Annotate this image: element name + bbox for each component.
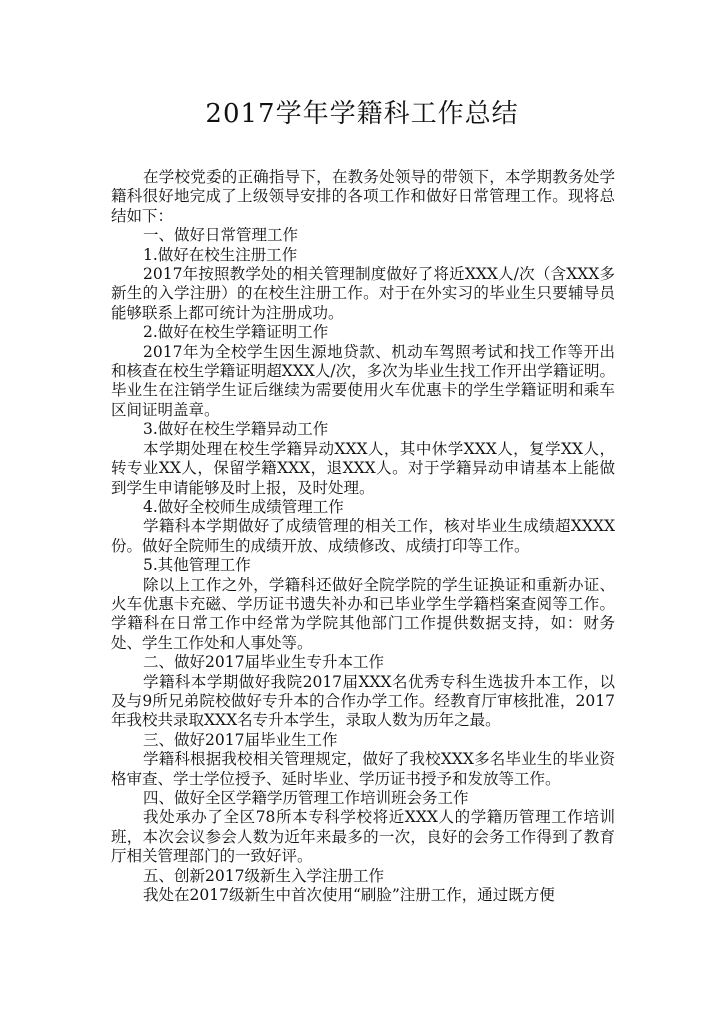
page-title: 2017学年学籍科工作总结 (205, 99, 519, 129)
subsection-1-heading: 1.做好在校生注册工作 (143, 245, 298, 264)
intro-paragraph: 在学校党委的正确指导下，在教务处领导的带领下，本学期教务处学籍科很好地完成了上级领导安排的各项工作和做好日常管理工作。现将总结如下： (111, 168, 615, 225)
subsection-2-heading: 2.做好在校生学籍证明工作 (143, 323, 329, 342)
subsection-1-paragraph: 2017年按照教学处的相关管理制度做好了将近XXX人/次（含XXX多新生的入学注册）的在校生注册工作。对于在外实习的毕业生只要辅导员能够联系上都可统计为注册成功。 (111, 265, 615, 322)
section-4-heading: 四、做好全区学籍学历管理工作培训班会务工作 (143, 789, 469, 807)
subsection-4-paragraph: 学籍科本学期做好了成绩管理的相关工作，核对毕业生成绩超XXXX份。做好全院师生的成绩开放、成绩修改、成绩打印等工作。 (111, 517, 615, 555)
subsection-5-heading: 5.其他管理工作 (143, 556, 251, 575)
subsection-2-paragraph: 2017年为全校学生因生源地贷款、机动车驾照考试和找工作等开出和核查在校生学籍证明超XXX人/次，多次为毕业生找工作开出学籍证明。毕业生在注销学生证后继续为需要使用火车优惠卡的学生学籍证明和乘车区间证明盖章。 (111, 342, 615, 419)
section-2-paragraph: 学籍科本学期做好我院2017届XXX名优秀专科生选拔升本工作，以及与9所兄弟院校做好专升本的合作办学工作。经教育厅审核批准，2017年我校共录取XXX名专升本学生，录取人数为历年之最。 (111, 672, 615, 730)
section-5-heading: 五、创新2017级新生入学注册工作 (143, 866, 384, 885)
section-4-paragraph: 我处承办了全区78所本专科学校将近XXX人的学籍历管理工作培训班，本次会议参会人数为近年来最多的一次，良好的会务工作得到了教育厅相关管理部门的一致好评。 (111, 808, 615, 866)
section-1-heading: 一、做好日常管理工作 (143, 226, 299, 245)
section-2-heading: 二、做好2017届毕业生专升本工作 (143, 653, 384, 672)
section-3-heading: 三、做好2017届毕业生工作 (143, 730, 338, 749)
subsection-5-paragraph: 除以上工作之外，学籍科还做好全院学院的学生证换证和重新办证、火车优惠卡充磁、学历证书遗失补办和已毕业学生学籍档案查阅等工作。学籍科在日常工作中经常为学院其他部门工作提供数据支持，如：财务处、学生工作处和人事处等。 (111, 575, 615, 652)
subsection-3-paragraph: 本学期处理在校生学籍异动XXX人，其中休学XXX人，复学XX人，转专业XX人，保留学籍XXX，退XXX人。对于学籍异动申请基本上能做到学生申请能够及时上报，及时处理。 (111, 439, 615, 497)
subsection-3-heading: 3.做好在校生学籍异动工作 (143, 420, 329, 439)
document-body (111, 168, 615, 905)
subsection-4-heading: 4.做好全校师生成绩管理工作 (143, 497, 344, 516)
section-3-paragraph: 学籍科根据我校相关管理规定，做好了我校XXX多名毕业生的毕业资格审查、学士学位授予、延时毕业、学历证书授予和发放等工作。 (111, 750, 615, 788)
section-5-paragraph: 我处在2017级新生中首次使用“刷脸”注册工作，通过既方便 (143, 886, 555, 905)
